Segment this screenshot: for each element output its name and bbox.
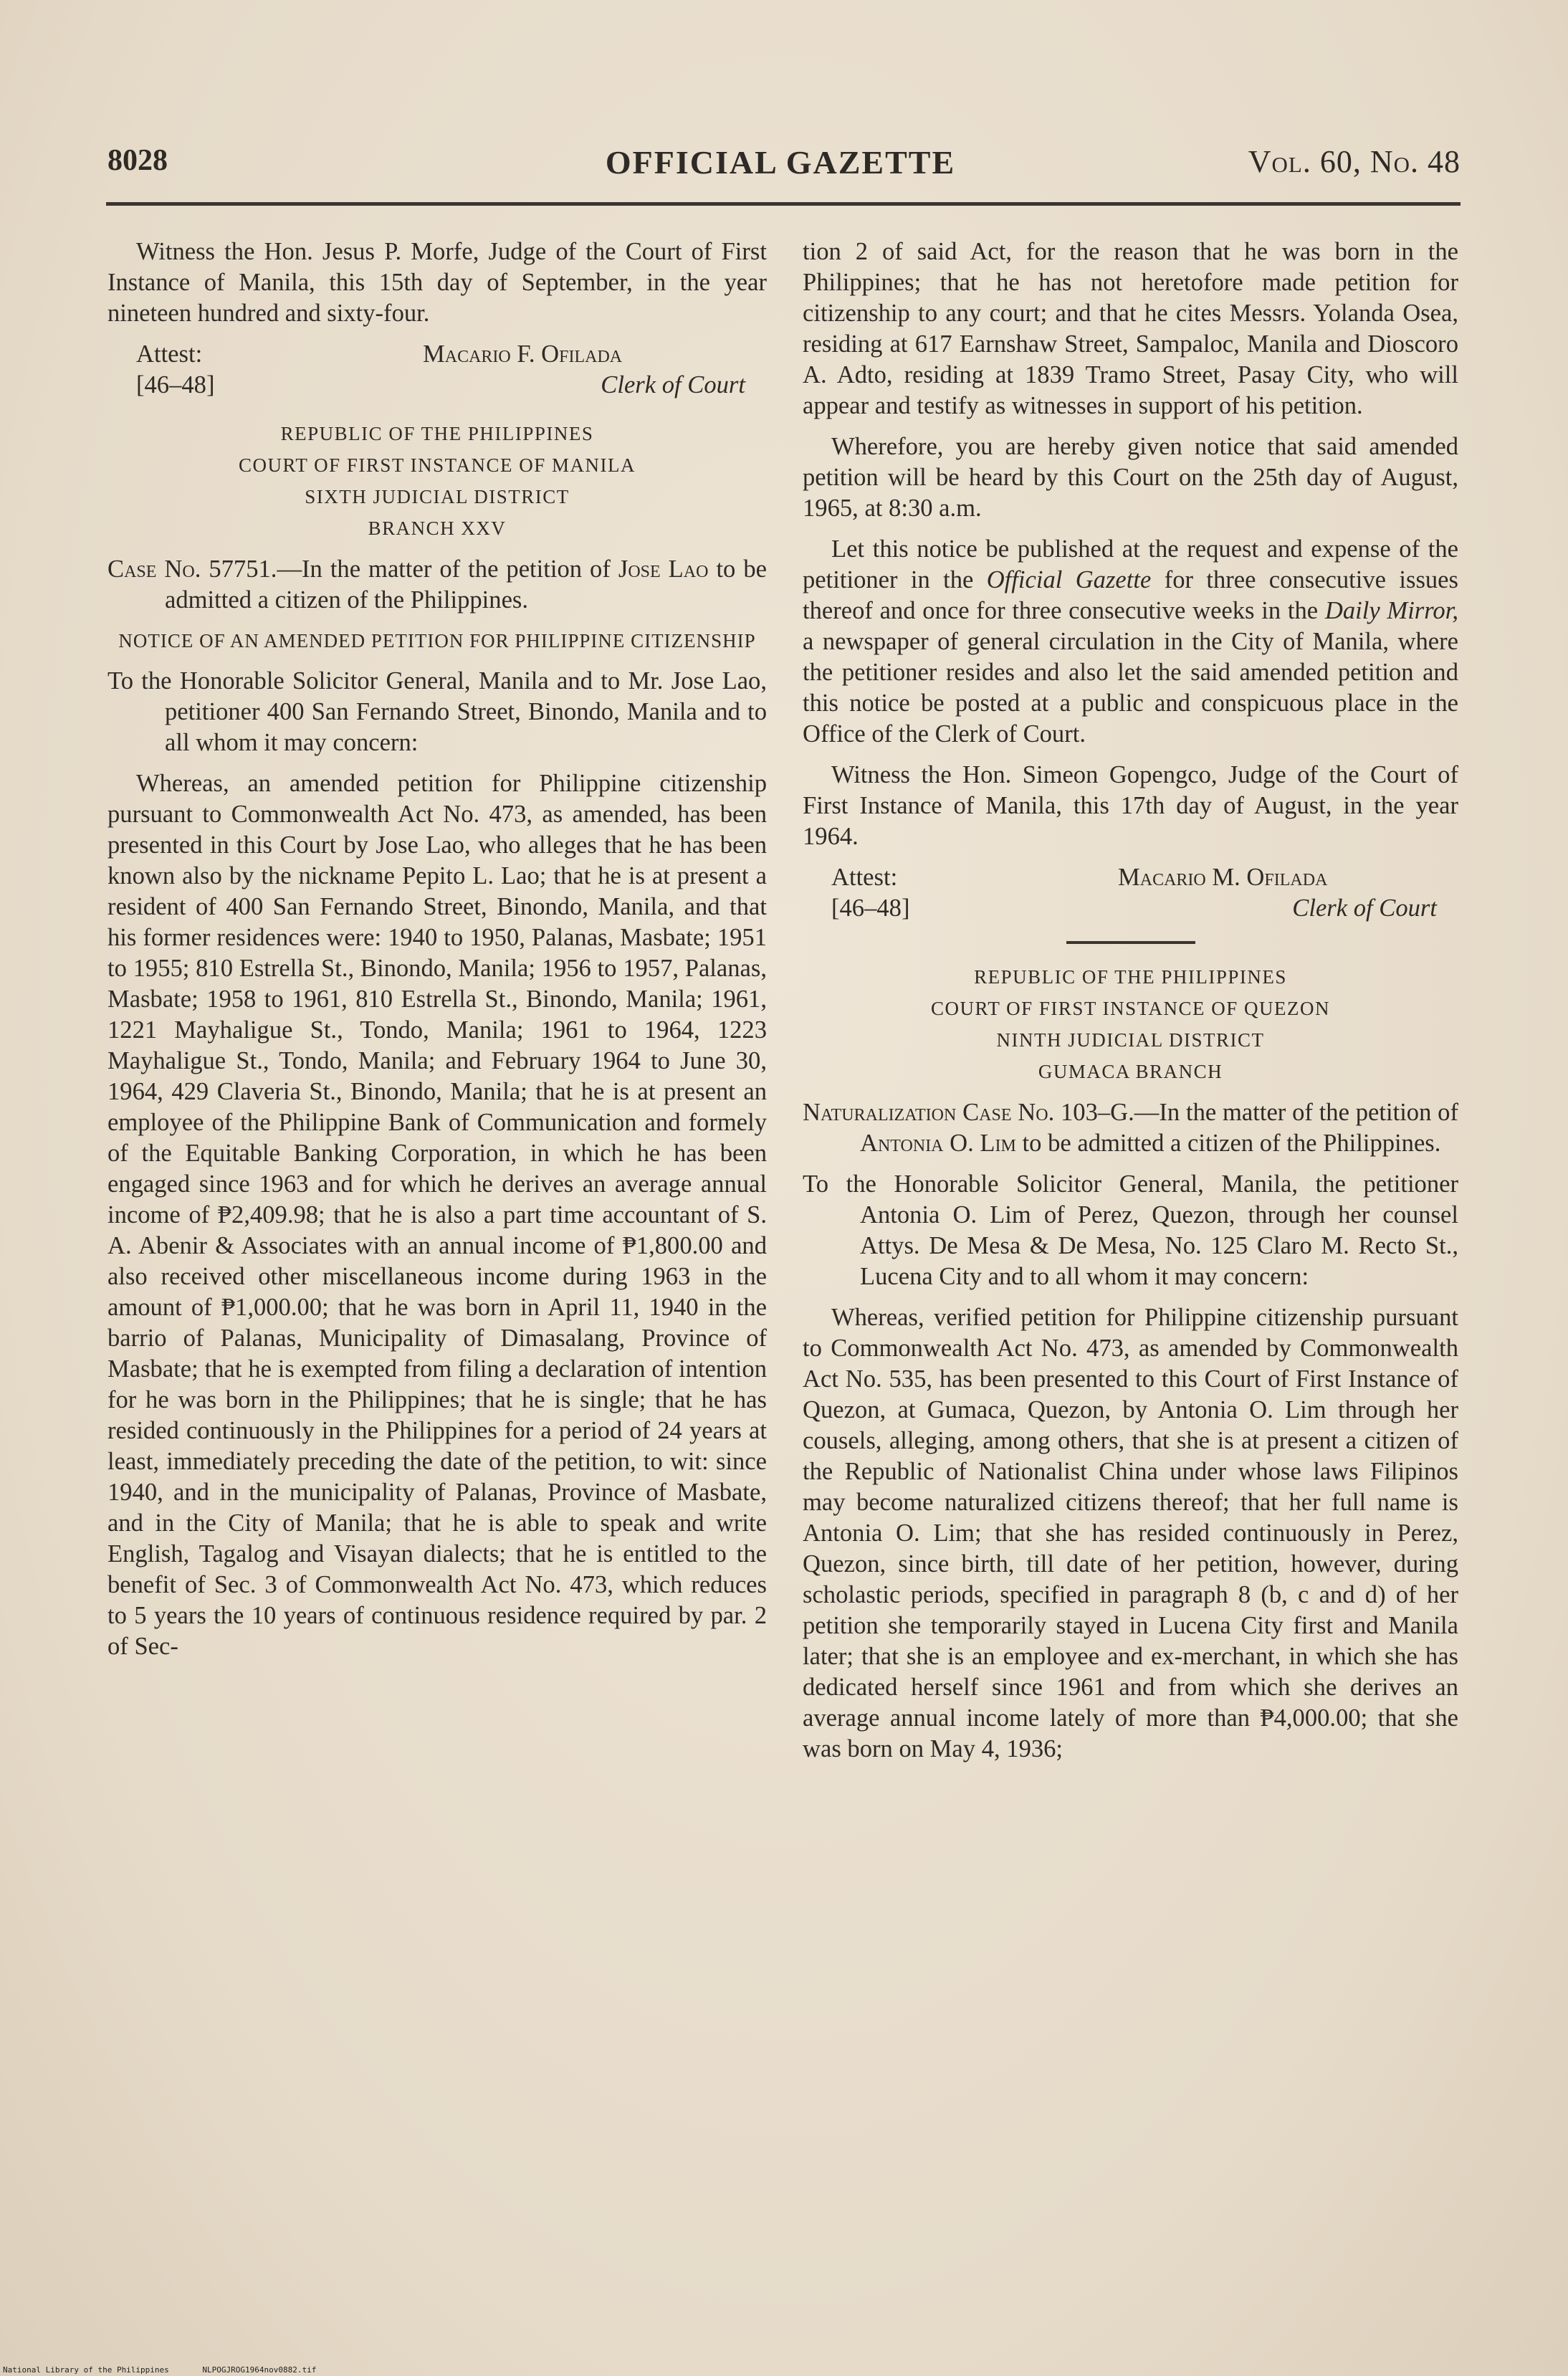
scan-footer — [3, 2365, 345, 2375]
petition-body: Whereas, verified petition for Philippine citizenship pursuant to Commonwealth Act No. 473, as amended by Commonwealth Act No. 535, has been presented to this Court of First Instance of Quezon, at Gumaca, Quezon, by Antonia O. Lim through her cousels, alleging, among others, that she is at present a citizen of the Republic of Nationalist China under whose laws Filipinos may become naturalized citizens thereof; that her full name is Antonia O. Lim; that she has resided continuously in Perez, Quezon, since birth, till date of her petition, however, during scholastic periods, specified in paragraph 8 (b, c and d) of her petition she temporarily stayed in Lucena City first and Manila later; that she is an employee and ex-merchant, in which she has dedicated herself since 1961 and from which she derives an average annual income lately of more than ₱4,000.00; that she was born on May 4, 1936; — [803, 1304, 1458, 1762]
heading-line: REPUBLIC OF THE PHILIPPINES — [974, 966, 1287, 988]
page-number: 8028 — [107, 144, 168, 177]
volume-number: Vol. 60, No. 48 — [1248, 144, 1461, 179]
continuation-paragraph: tion 2 of said Act, for the reason that he was born in the Philippines; that he has not heretofore made petition for citizenship to any court; and that he cites Messrs. Yolanda Osea, residing at 617 Earnshaw Street, Sampaloc, Manila and Dioscoro A. Adto, residing at 1839 Tramo Street, Pasay City, who will appear and testify as witnesses in support of his petition. — [803, 238, 1458, 419]
clerk-title: Clerk of Court — [1292, 894, 1437, 922]
case-text: —In the matter of the petition of — [277, 555, 611, 583]
petitioner-name: Antonia O. Lim — [860, 1130, 1016, 1157]
heading-line: COURT OF FIRST INSTANCE OF MANILA — [238, 454, 636, 476]
case-caption — [803, 1097, 1458, 1159]
heading-line: REPUBLIC OF THE PHILIPPINES — [280, 423, 594, 444]
publication-text: Let this notice be published at the request and expense of the petitioner in the — [803, 535, 1458, 593]
gazette-name: Official Gazette — [986, 566, 1152, 593]
clerk-name: Macario M. Ofilada — [1118, 864, 1328, 891]
attest-block — [107, 339, 767, 405]
court-heading — [803, 961, 1458, 1087]
case-number: Case No. 57751. — [107, 555, 277, 583]
heading-line: COURT OF FIRST INSTANCE OF QUEZON — [930, 998, 1331, 1019]
left-column — [107, 237, 767, 1672]
case-number: Naturalization Case No. 103–G. — [803, 1099, 1134, 1126]
heading-line: BRANCH XXV — [368, 517, 507, 539]
publication-paragraph — [803, 534, 1458, 750]
clerk-name: Macario F. Ofilada — [423, 340, 623, 368]
address-paragraph: To the Honorable Solicitor General, Manila and to Mr. Jose Lao, petitioner 400 San Fernando Street, Binondo, Manila and to all whom it may concern: — [107, 667, 767, 756]
attest-reference: [46–48] — [831, 894, 910, 922]
petition-body: Whereas, an amended petition for Philippine citizenship pursuant to Commonwealth Act No. 473, as amended, has been presented in this Court by Jose Lao, who alleges that he has been known also by the nickname Pepito L. Lao; that he is at present a resident of 400 San Fernando Street, Binondo, Manila, and that his former residences were: 1940 to 1950, Palanas, Masbate; 1951 to 1955; 810 Estrella St., Binondo, Manila; 1956 to 1957, Palanas, Masbate; 1958 to 1961, 810 Estrella St., Binondo, Manila; 1961, 1221 Mayhaligue St., Tondo, Manila; 1961 to 1964, 1223 Mayhaligue St., Tondo, Manila; and February 1964 to June 30, 1964, 429 Claveria St., Binondo, Manila; that he is at present an employee of the Philippine Bank of Communication and formely of the Equitable Banking Corporation, in which he has been engaged since 1963 and for which he derives an average annual income of ₱2,409.98; that he is also a part time accountant of S. A. Abenir & Associates with an annual income of ₱1,800.00 and also received other miscellaneous income during 1963 in the amount of ₱1,000.00; that he was born in April 11, 1940 in the barrio of Palanas, Municipality of Dimasalang, Province of Masbate; that he is exempted from filing a declaration of intention for he was born in the Philippines; that he is single; that he has resided continuously in the Philippines for a period of 24 years at least, immediately preceding the date of the petition, to wit: since 1940, and in the municipality of Palanas, Province of Masbate, and in the City of Manila; that he is able to speak and write English, Tagalog and Visayan dialects; that he is entitled to the benefit of Sec. 3 of Commonwealth Act No. 473, which reduces to 5 years the 10 years of continuous residence required by par. 2 of Sec- — [107, 770, 767, 1660]
court-heading — [107, 418, 767, 544]
address-paragraph: To the Honorable Solicitor General, Manila, the petitioner Antonia O. Lim of Perez, Quezon, through her counsel Attys. De Mesa & De Mesa, No. 125 Claro M. Recto St., Lucena City and to all whom it may concern: — [803, 1170, 1458, 1290]
case-text: to be admitted a citizen of the Philippines. — [165, 555, 767, 614]
publication-text: for three consecutive issues thereof and once for three consecutive weeks in the — [803, 566, 1458, 624]
petitioner-name: Jose Lao — [618, 555, 709, 583]
attest-label: Attest: — [136, 340, 203, 368]
library-credit: National Library of the Philippines — [3, 2365, 169, 2375]
right-column — [803, 237, 1458, 1775]
attest-block — [803, 862, 1458, 928]
attest-reference: [46–48] — [136, 371, 215, 399]
attest-label: Attest: — [831, 864, 898, 891]
header-rule — [106, 202, 1461, 206]
scan-filename: NLPOGJROG1964nov0882.tif — [202, 2365, 317, 2375]
section-divider — [1066, 941, 1195, 944]
case-caption — [107, 554, 767, 616]
newspaper-name: Daily Mirror, — [1324, 597, 1458, 624]
page-header — [100, 143, 1461, 194]
notice-title: NOTICE OF AN AMENDED PETITION FOR PHILIPPINE CITIZENSHIP — [118, 630, 756, 652]
publication-title: OFFICIAL GAZETTE — [605, 144, 956, 181]
case-text: —In the matter of the petition of — [1134, 1099, 1458, 1126]
heading-line: NINTH JUDICIAL DISTRICT — [996, 1029, 1265, 1051]
heading-line: SIXTH JUDICIAL DISTRICT — [305, 486, 570, 507]
heading-line: GUMACA BRANCH — [1038, 1061, 1223, 1082]
witness-paragraph: Witness the Hon. Simeon Gopengco, Judge of the Court of First Instance of Manila, this 17th day of August, in the year 1964. — [803, 761, 1458, 850]
publication-text: a newspaper of general circulation in the City of Manila, where the petitioner resides and also let the said amended petition and this notice be posted at a public and conspicuous place in the Office of the Clerk of Court. — [803, 628, 1458, 748]
case-text: to be admitted a citizen of the Philippines. — [1022, 1130, 1441, 1157]
witness-paragraph: Witness the Hon. Jesus P. Morfe, Judge of the Court of First Instance of Manila, this 15th day of September, in the year nineteen hundred and sixty-four. — [107, 238, 767, 327]
wherefore-paragraph: Wherefore, you are hereby given notice that said amended petition will be heard by this Court on the 25th day of August, 1965, at 8:30 a.m. — [803, 433, 1458, 522]
clerk-title: Clerk of Court — [601, 371, 745, 399]
